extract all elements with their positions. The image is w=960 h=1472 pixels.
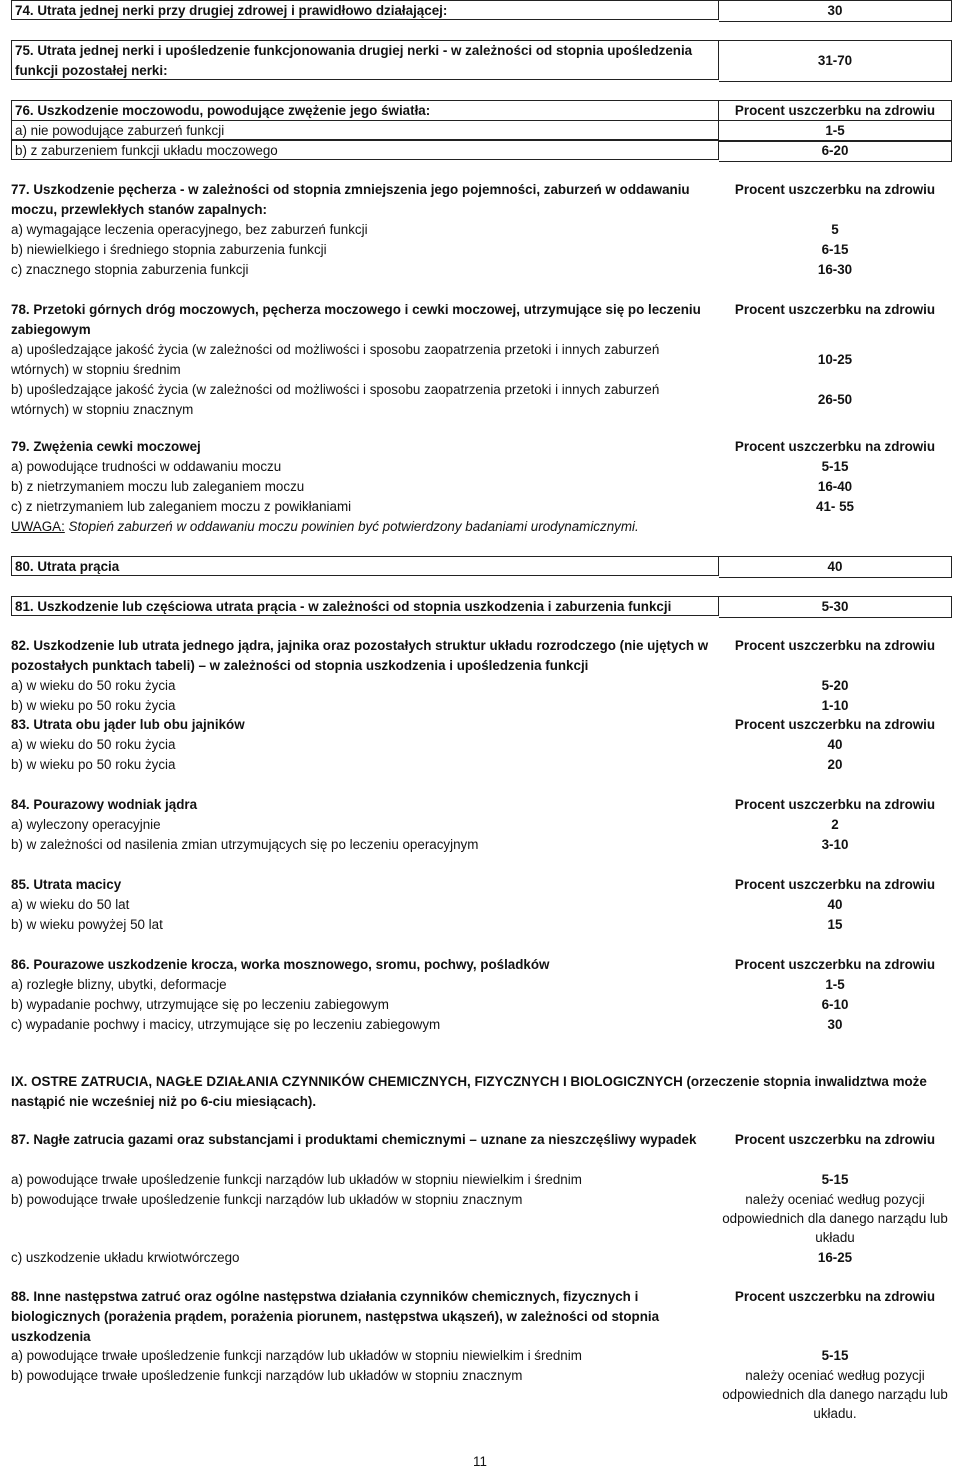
row-label: a) rozległe blizny, ubytki, deformacje [11, 977, 227, 992]
row-label: a) w wieku do 50 lat [11, 897, 130, 912]
table-row [11, 1190, 951, 1248]
row-value: Procent uszczerbku na zdrowiu [734, 1289, 936, 1304]
page-number: 11 [473, 1454, 487, 1469]
table-row [11, 596, 952, 616]
section-title [11, 955, 951, 975]
row-label: 77. Uszkodzenie pęcherza - w zależności od stopnia zmniejszenia jego pojemności, zaburzeń w oddawaniu moczu, przewlekłych stanów zapalnych: [11, 182, 690, 217]
table-row [11, 140, 952, 160]
row-label: c) z nietrzymaniem lub zaleganiem moczu z powikłaniami [11, 499, 352, 514]
table-row [11, 696, 951, 716]
row-label: a) wymagające leczenia operacyjnego, bez zaburzeń funkcji [11, 222, 368, 237]
row-label: a) nie powodujące zaburzeń funkcji [11, 120, 719, 140]
row-value: Procent uszczerbku na zdrowiu [734, 439, 936, 454]
row-label: 80. Utrata prącia [11, 556, 719, 576]
row-label: 83. Utrata obu jąder lub obu jajników [11, 717, 245, 732]
table-row [11, 40, 952, 80]
row-value: 30 [827, 1017, 843, 1032]
row-label: b) powodujące trwałe upośledzenie funkcji narządów lub układów w stopniu znacznym [11, 1192, 523, 1207]
row-value: Procent uszczerbku na zdrowiu [734, 182, 936, 197]
row-value: Procent uszczerbku na zdrowiu [734, 797, 936, 812]
row-value: 30 [719, 0, 952, 22]
row-value: 26-50 [817, 392, 853, 407]
row-label: b) upośledzające jakość życia (w zależności od możliwości i sposobu zaopatrzenia przetoki i innych zaburzeń wtórnych) w stopniu znacznym [11, 382, 660, 417]
row-label: 79. Zwężenia cewki moczowej [11, 439, 201, 454]
table-row [11, 340, 951, 380]
row-label: 82. Uszkodzenie lub utrata jednego jądra, jajnika oraz pozostałych struktur układu rozrodczego (nie ujętych w pozostałych punktach tabeli) – w zależności od stopnia uszkodzenia i upośledzenia funkcji [11, 638, 709, 673]
row-value: 15 [827, 917, 843, 932]
table-row [11, 220, 951, 240]
row-value: Procent uszczerbku na zdrowiu [719, 100, 952, 121]
row-value: należy oceniać według pozycji odpowiednich dla danego narządu lub układu. [722, 1368, 948, 1421]
table-row [11, 995, 951, 1015]
table-row [11, 457, 951, 477]
row-value: 5-20 [821, 678, 849, 693]
row-label: a) powodujące trudności w oddawaniu moczu [11, 459, 282, 474]
section-title [11, 1287, 951, 1347]
row-value: 40 [827, 737, 843, 752]
row-label: b) w zależności od nasilenia zmian utrzymujących się po leczeniu operacyjnym [11, 837, 479, 852]
row-label: c) wypadanie pochwy i macicy, utrzymujące się po leczeniu zabiegowym [11, 1017, 441, 1032]
row-value: 16-40 [817, 479, 853, 494]
table-row [11, 120, 952, 140]
section-title [11, 180, 951, 220]
row-value: należy oceniać według pozycji odpowiednich dla danego narządu lub układu [722, 1192, 948, 1245]
table-row [11, 1170, 951, 1190]
row-value: 40 [719, 556, 952, 578]
table-row [11, 755, 951, 775]
row-label: c) uszkodzenie układu krwiotwórczego [11, 1250, 240, 1265]
table-row [11, 0, 952, 20]
row-value: 31-70 [719, 40, 952, 82]
row-value: 10-25 [817, 352, 853, 367]
note-label: UWAGA: [11, 519, 65, 534]
row-label: b) wypadanie pochwy, utrzymujące się po leczeniu zabiegowym [11, 997, 389, 1012]
row-label: a) w wieku do 50 roku życia [11, 678, 176, 693]
row-label: 87. Nagłe zatrucia gazami oraz substancjami i produktami chemicznymi – uznane za nieszczęśliwy wypadek [11, 1132, 697, 1147]
row-value: 1-5 [825, 977, 845, 992]
table-row [11, 895, 951, 915]
section-title [11, 300, 951, 340]
row-value: 5-30 [719, 596, 952, 618]
section-title [11, 875, 951, 895]
row-value: 5-15 [821, 459, 849, 474]
row-label: a) upośledzające jakość życia (w zależności od możliwości i sposobu zaopatrzenia przetoki i innych zaburzeń wtórnych) w stopniu średnim [11, 342, 660, 377]
row-value: 5 [831, 222, 839, 237]
table-row [11, 676, 951, 696]
table-row [11, 1346, 951, 1366]
section-title [11, 795, 951, 815]
row-label: b) z zaburzeniem funkcji układu moczowego [11, 140, 719, 160]
row-value: Procent uszczerbku na zdrowiu [734, 957, 936, 972]
row-label: 86. Pourazowe uszkodzenie krocza, worka mosznowego, sromu, pochwy, pośladków [11, 957, 550, 972]
row-label: 81. Uszkodzenie lub częściowa utrata prącia - w zależności od stopnia uszkodzenia i zaburzenia funkcji [11, 596, 719, 616]
row-value: 1-10 [821, 698, 849, 713]
table-row [11, 477, 951, 497]
section-title [11, 437, 951, 457]
row-value: 2 [831, 817, 839, 832]
table-row [11, 1366, 951, 1424]
table-row [11, 835, 951, 855]
row-label: 84. Pourazowy wodniak jądra [11, 797, 198, 812]
row-label: 76. Uszkodzenie moczowodu, powodujące zwężenie jego światła: [11, 100, 719, 120]
row-value: Procent uszczerbku na zdrowiu [734, 717, 936, 732]
row-label: 85. Utrata macicy [11, 877, 122, 892]
row-label: b) z nietrzymaniem moczu lub zaleganiem moczu [11, 479, 305, 494]
row-label: b) powodujące trwałe upośledzenie funkcji narządów lub układów w stopniu znacznym [11, 1368, 523, 1383]
row-value: 20 [827, 757, 843, 772]
row-label: a) powodujące trwałe upośledzenie funkcji narządów lub układów w stopniu niewielkim i średnim [11, 1348, 582, 1363]
section-title [11, 636, 951, 676]
row-value: 3-10 [821, 837, 849, 852]
row-label: b) w wieku po 50 roku życia [11, 698, 176, 713]
row-label: 78. Przetoki górnych dróg moczowych, pęcherza moczowego i cewki moczowej, utrzymujące się po leczeniu zabiegowym [11, 302, 701, 337]
row-label: c) znacznego stopnia zaburzenia funkcji [11, 262, 249, 277]
table-row [11, 497, 951, 517]
note-text: Stopień zaburzeń w oddawaniu moczu powinien być potwierdzony badaniami urodynamicznymi. [64, 519, 639, 534]
row-label: a) w wieku do 50 roku życia [11, 737, 176, 752]
section-title [11, 715, 951, 735]
row-label: b) w wieku powyżej 50 lat [11, 917, 163, 932]
row-label: a) wyleczony operacyjnie [11, 817, 161, 832]
row-value: 16-25 [817, 1250, 853, 1265]
section-title [11, 1130, 951, 1170]
row-value: 6-20 [719, 140, 952, 162]
row-value: 41- 55 [816, 499, 854, 514]
row-value: Procent uszczerbku na zdrowiu [734, 638, 936, 653]
row-label: 88. Inne następstwa zatruć oraz ogólne następstwa działania czynników chemicznych, fizycznych i biologicznych (porażenia prądem, porażenia piorunem, następstwa ukąszeń), w zależności od stopnia uszkodzenia [11, 1289, 660, 1344]
note [11, 517, 639, 537]
section-heading: IX. OSTRE ZATRUCIA, NAGŁE DZIAŁANIA CZYNNIKÓW CHEMICZNYCH, FIZYCZNYCH I BIOLOGICZNYCH (orzeczenie stopnia inwalidztwa może nastąpić nie wcześniej niż po 6-ciu miesiącach). [11, 1074, 927, 1109]
row-value: Procent uszczerbku na zdrowiu [734, 1132, 936, 1147]
row-value: 16-30 [817, 262, 853, 277]
row-value: 5-15 [821, 1172, 849, 1187]
row-label: b) niewielkiego i średniego stopnia zaburzenia funkcji [11, 242, 327, 257]
row-label: 75. Utrata jednej nerki i upośledzenie funkcjonowania drugiej nerki - w zależności od stopnia upośledzenia funkcji pozostałej nerki: [11, 40, 719, 80]
table-row [11, 915, 951, 935]
table-row [11, 380, 951, 420]
row-label: 74. Utrata jednej nerki przy drugiej zdrowej i prawidłowo działającej: [11, 0, 719, 20]
table-row [11, 735, 951, 755]
table-row [11, 815, 951, 835]
table-row [11, 975, 951, 995]
row-label: b) w wieku po 50 roku życia [11, 757, 176, 772]
table-row [11, 1248, 951, 1268]
row-value: 6-15 [821, 242, 849, 257]
row-value: Procent uszczerbku na zdrowiu [734, 302, 936, 317]
row-value: 6-10 [821, 997, 849, 1012]
row-label: a) powodujące trwałe upośledzenie funkcji narządów lub układów w stopniu niewielkim i średnim [11, 1172, 582, 1187]
row-value: Procent uszczerbku na zdrowiu [734, 877, 936, 892]
table-row [11, 556, 952, 576]
table-row [11, 240, 951, 260]
table-row [11, 100, 952, 120]
table-row [11, 260, 951, 280]
row-value: 5-15 [821, 1348, 849, 1363]
row-value: 1-5 [719, 120, 952, 142]
table-row [11, 1015, 951, 1035]
row-value: 40 [827, 897, 843, 912]
